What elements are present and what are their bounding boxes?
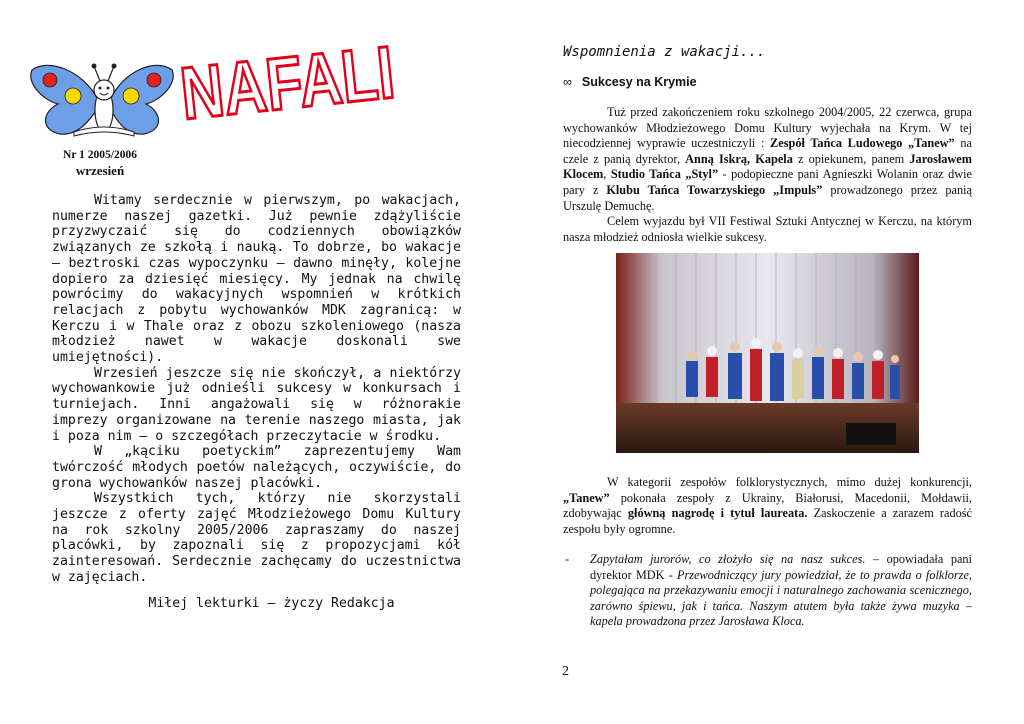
- butterfly-logo: [28, 60, 176, 138]
- article-paragraph: Celem wyjazdu był VII Festiwal Sztuki Antycznej w Kerczu, na którym nasza młodzież odniosła wielkie sukcesy.: [563, 214, 972, 244]
- article-paragraph: W kategorii zespołów folklorystycznych, mimo dużej konkurencji, „Tanew” pokonała zespoły z Ukrainy, Białorusi, Macedonii, Mołdawii, zdobywając główną nagrodę i tytuł laureata. Zaskoczenie a zarazem radość zespołu były ogromne.: [563, 475, 972, 536]
- article-body-top: [563, 105, 972, 245]
- editorial-signature: Miłej lekturki – życzy Redakcja: [148, 595, 395, 611]
- editorial-paragraph: W „kąciku poetyckim” zaprezentujemy Wam twórczość młodych poetów należących, oczywiście, do grona wychowanków naszej placówki.: [52, 444, 461, 491]
- article-title: [563, 75, 697, 89]
- issue-month: wrzesień: [75, 163, 125, 178]
- article-paragraph: Tuż przed zakończeniem roku szkolnego 2004/2005, 22 czerwca, grupa wychowanków Młodzieżowego Domu Kultury wyjechała na Krym. W tej niecodziennej wyprawie uczestniczyli : Zespół Tańca Ludowego „Tanew” na czele z panią dyrektor, Anną Iskrą, Kapela z opiekunem, panem Jarosławem Klocem, Studio Tańca „Styl” - podopieczne pani Agnieszki Wolanin oraz dwie pary z Klubu Tańca Towarzyskiego „Impuls” prowadzonego przez panią Urszulę Demuchę.: [563, 105, 973, 213]
- quote-dash: -: [565, 552, 570, 566]
- page-number: 2: [562, 664, 569, 679]
- article-title-text: Sukcesy na Krymie: [581, 75, 697, 89]
- quote-text: Zapytałam jurorów, co złożyło się na nasz sukces. – opowiadała pani dyrektor MDK - Przewodniczący jury powiedział, że to prawda o folklorze, polegająca na przekazywaniu emocji i naturalnego zachowania scenicznego, zarówno śpiewu, jak i tańca. Naszym atutem była także żywa muzyka – kapela prowadzona przez Jarosława Kloca.: [590, 552, 973, 629]
- svg-text:NAFALI: NAFALI: [176, 24, 452, 136]
- editorial: [52, 193, 461, 611]
- issue-number: Nr 1 2005/2006: [63, 149, 137, 161]
- article-quote: [563, 552, 972, 630]
- section-header: Wspomnienia z wakacji...: [563, 44, 766, 60]
- editorial-paragraph: Wszystkich tych, którzy nie skorzystali jeszcze z oferty zajęć Młodzieżowego Domu Kultury na rok szkolny 2005/2006 zapraszamy do naszej placówki, by zapoznali się z propozycjami kół zainteresowań. Serdecznie zachęcamy do uczestnictwa w zajęciach.: [52, 491, 461, 585]
- masthead-title: [175, 24, 452, 136]
- article-body-bottom: [563, 475, 972, 537]
- dance-performance-photo: [616, 253, 919, 453]
- editorial-paragraph: Witamy serdecznie w pierwszym, po wakacjach, numerze naszej gazetki. Już pewnie zdążyliście przyzwyczaić się do codziennych obowiązków związanych ze szkołą i nauką. To dobrze, bo wakacje – beztroski czas wypoczynku – dawno minęły, kolejne dopiero za dziesięć miesięcy. My jednak na chwilę powrócimy do wakacyjnych wspomnień w krótkich relacjach z pobytu wychowanków MDK zagranicą: w Kerczu i w Thale oraz z obozu szkoleniowego (nasza młodzież nawet w wakacje doskonali swe umiejętności).: [52, 193, 461, 366]
- infinity-bullet-icon: ∞: [563, 75, 572, 89]
- issue-info: [54, 148, 146, 178]
- editorial-paragraph: Wrzesień jeszcze się nie skończył, a niektórzy wychowankowie już odnieśli sukcesy w konkursach i turniejach. Inni angażowali się w różnorakie imprezy organizowane na terenie naszego miasta, jak i poza nim – o szczegółach przeczytacie w środku.: [52, 365, 461, 444]
